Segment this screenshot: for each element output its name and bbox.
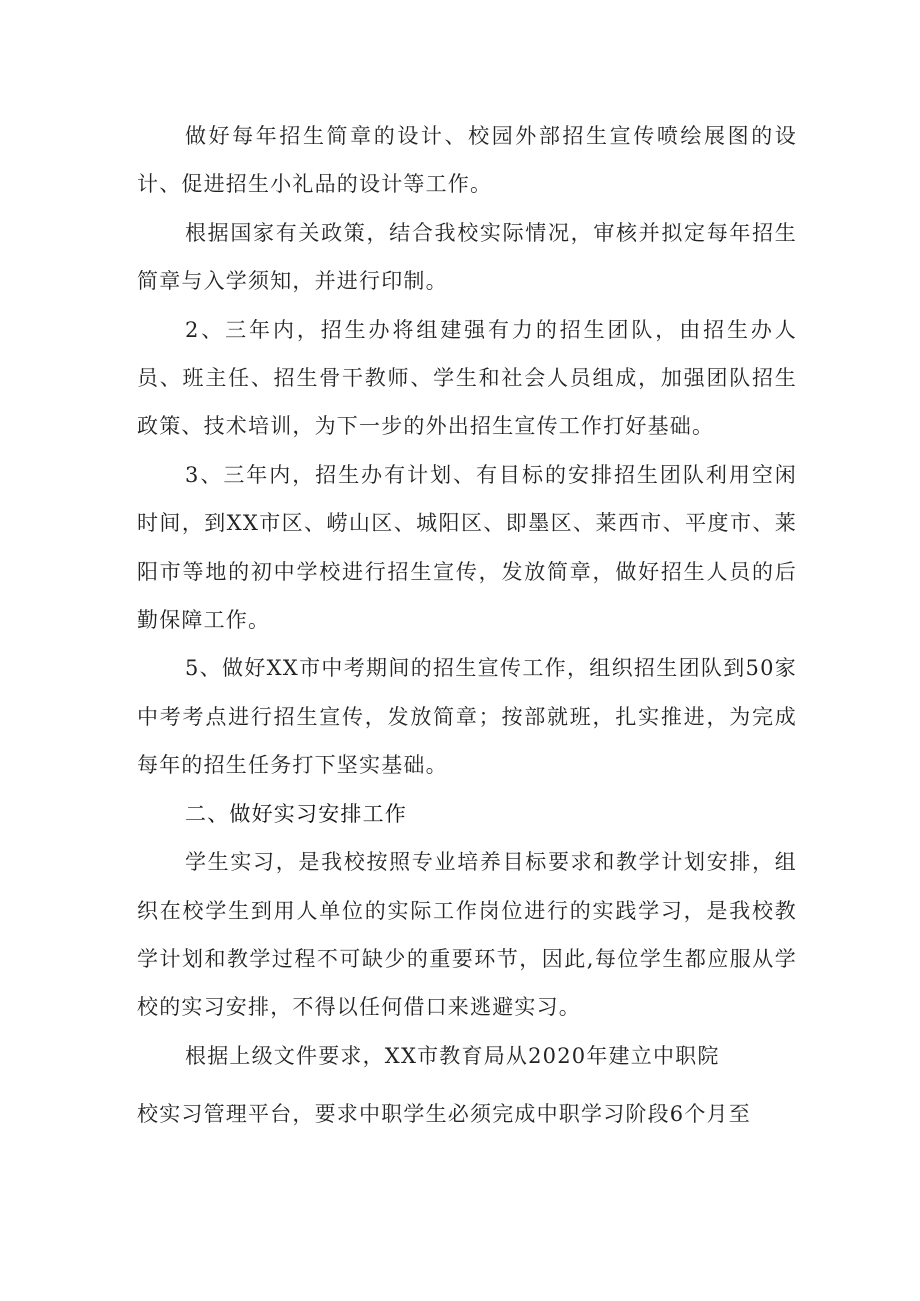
paragraph-team-building: 2、三年内，招生办将组建强有力的招生团队，由招生办人员、班主任、招生骨干教师、学生和社会人员组成，加强团队招生政策、技术培训，为下一步的外出招生宣传工作打好基础。 [137,317,797,439]
paragraph-internship-intro: 学生实习，是我校按照专业培养目标要求和教学计划安排，组织在校学生到用人单位的实际工作岗位进行的实践学习，是我校教学计划和教学过程不可缺少的重要环节，因此,每位学生都应服从学校的实习安排，不得以任何借口来逃避实习。 [137,850,797,1020]
paragraph-policy-review: 根据国家有关政策，结合我校实际情况，审核并拟定每年招生简章与入学须知，并进行印制。 [137,220,797,294]
paragraph-internship-platform-line-1: 根据上级文件要求，XX市教育局从2020年建立中职院 [185,1043,720,1068]
paragraph-exam-publicity: 5、做好XX市中考期间的招生宣传工作，组织招生团队到50家中考考点进行招生宣传，发放简章；按部就班，扎实推进，为完成每年的招生任务打下坚实基础。 [137,656,797,778]
paragraph-publicity-plan: 3、三年内，招生办有计划、有目标的安排招生团队利用空闲时间，到XX市区、崂山区、城阳区、即墨区、莱西市、平度市、莱阳市等地的初中学校进行招生宣传，发放简章，做好招生人员的后勤保障工作。 [137,462,797,633]
section-heading: 二、做好实习安排工作 [185,801,407,826]
paragraph-design-work: 做好每年招生简章的设计、校园外部招生宣传喷绘展图的设计、促进招生小礼品的设计等工作。 [137,124,797,197]
paragraph-internship-platform [137,1032,797,1139]
document-body [137,112,797,1139]
paragraph-internship-platform-line-2: 校实习管理平台，要求中职学生必须完成中职学习阶段6个月至 [137,1102,751,1127]
